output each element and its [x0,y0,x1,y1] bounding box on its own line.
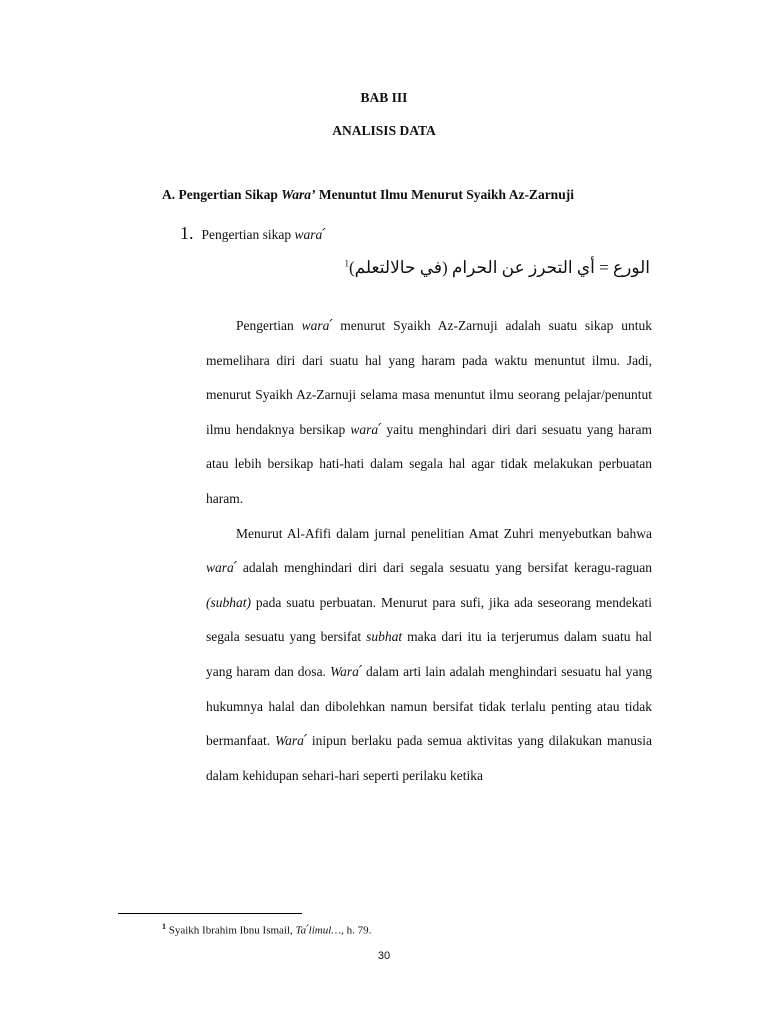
footnote-text: , h. 79. [341,924,372,937]
arabic-quote [344,258,650,278]
section-italic: Wara’ [281,187,316,202]
italic-term: Wara՛ [330,663,362,679]
text-run: Pengertian [236,318,302,333]
section-suffix: Menuntut Ilmu Menurut Syaikh Az-Zarnuji [315,187,574,202]
text-run: inipun berlaku pada semua aktivitas yang dilakukan manusia dalam kehidupan sehari-hari seperti perilaku ketika [206,733,652,783]
footnote-text: Syaikh Ibrahim Ibnu Ismail, [166,924,296,937]
paragraph-2 [206,517,652,794]
subsection-italic: wara՛ [294,227,326,242]
body-text [206,309,652,793]
text-run: yaitu menghindari diri dari sesuatu yang haram atau lebih bersikap hati-hati dalam segala hal agar tidak melakukan perbuatan haram. [206,421,652,506]
italic-term: wara՛ [350,421,382,437]
page-number: 30 [377,950,391,962]
text-run: menurut Syaikh Az-Zarnuji adalah suatu sikap untuk memelihara diri dari suatu hal yang haram pada waktu menuntut ilmu. Jadi, menurut Syaikh Az-Zarnuji selama masa menuntut ilmu seorang pelajar/penuntut ilmu hendaknya bersikap [206,318,653,437]
subsection-heading [180,223,325,244]
italic-term: wara՛ [301,318,333,333]
arabic-text: الورع = أي التحرز عن الحرام (في حالالتعلم) [348,258,650,277]
text-run: pada suatu perbuatan. Menurut para sufi, jika ada seseorang mendekati segala sesuatu yang bersifat [206,594,652,645]
subsection-label: Pengertian sikap [201,227,295,242]
subsection-number: 1. [180,223,194,243]
italic-term: subhat [366,629,403,645]
footnote-italic: Ta՛limul… [295,924,342,937]
text-run: Menurut Al-Afifi dalam jurnal penelitian Amat Zuhri menyebutkan bahwa [236,525,652,541]
text-run: dalam arti lain adalah menghindari sesuatu hal yang hukumnya halal dan dibolehkan namun bersifat tidak terlalu penting atau tidak bermanfaat. [206,663,653,749]
footnote-separator [118,913,302,914]
italic-term: wara՛ [206,560,237,576]
footnote [162,922,371,937]
section-prefix: A. Pengertian Sikap [162,187,282,202]
chapter-heading: BAB III [360,90,408,105]
text-run: maka dari itu ia terjerumus dalam suatu hal yang haram dan dosa. [206,629,652,679]
italic-term: (subhat) [206,594,251,610]
footnote-ref: 1 [344,258,349,269]
section-heading [162,187,574,203]
footnote-number: 1 [162,922,166,931]
text-run: adalah menghindari diri dari segala sesuatu yang bersifat keragu-raguan [236,560,652,576]
paragraph-1 [206,309,652,517]
chapter-title: ANALISIS DATA [332,123,436,138]
italic-term: Wara՛ [275,733,307,749]
